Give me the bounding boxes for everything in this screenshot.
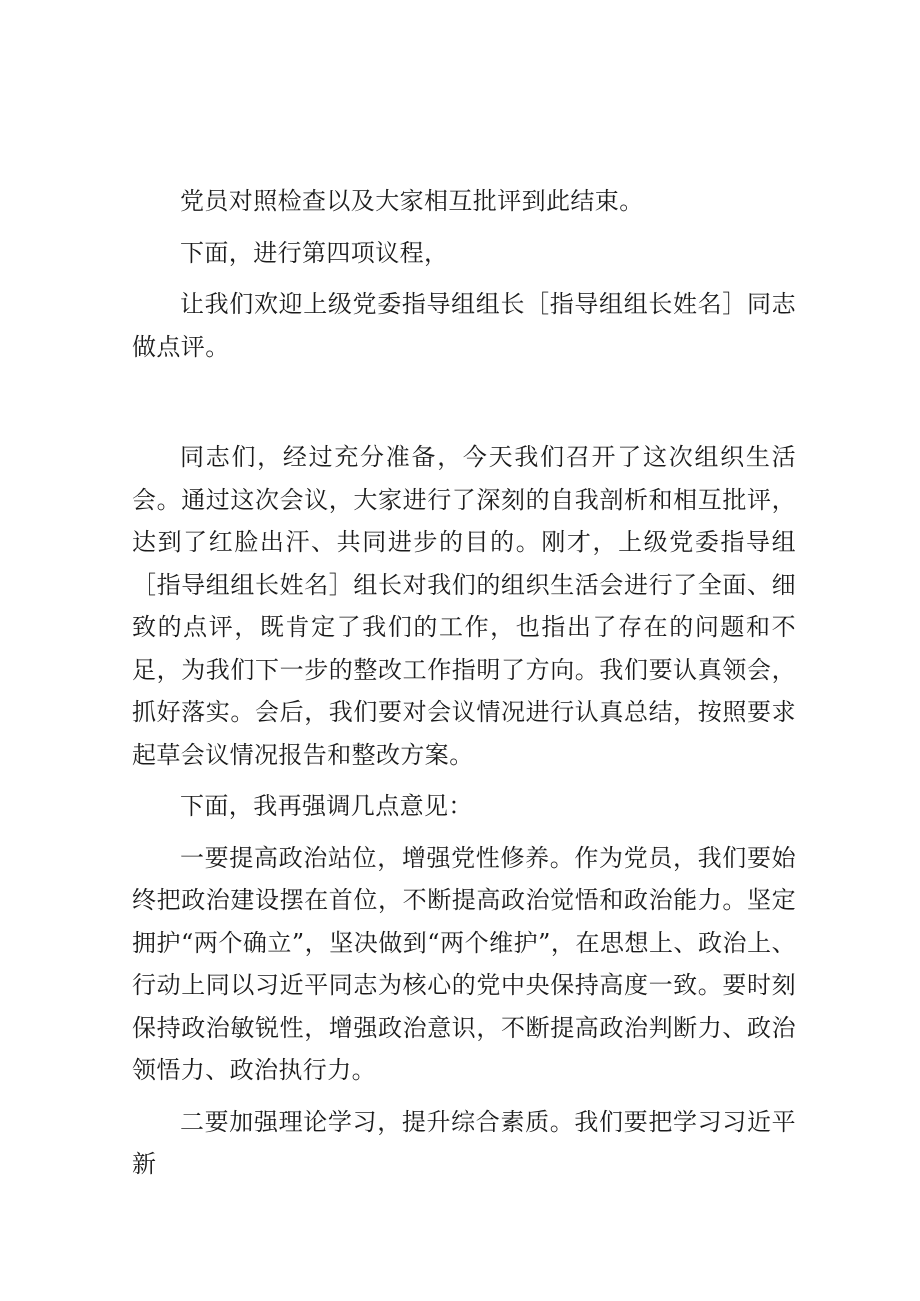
paragraph-point-two: 二要加强理论学习，提升综合素质。我们要把学习习近平新	[132, 1107, 796, 1178]
paragraph-fourth-agenda: 下面，进行第四项议程，	[180, 238, 449, 267]
paragraph-point-one: 一要提高政治站位，增强党性修养。作为党员，我们要始终把政治建设摆在首位，不断提高政治觉悟和政治能力。坚定拥护“两个确立”，坚决做到“两个维护”，在思想上、政治上、行动上同以习近平同志为核心的党中央保持高度一致。要时刻保持政治敏锐性，增强政治意识，不断提高政治判断力、政治领悟力、政治执行力。	[132, 843, 796, 1084]
paragraph-welcome-leader: 让我们欢迎上级党委指导组组长［指导组组长姓名］同志做点评。	[132, 290, 796, 361]
document-body	[132, 180, 796, 1186]
paragraph-meeting-summary: 同志们，经过充分准备，今天我们召开了这次组织生活会。通过这次会议，大家进行了深刻的自我剖析和相互批评，达到了红脸出汗、共同进步的目的。刚才，上级党委指导组［指导组组长姓名］组长对我们的组织生活会进行了全面、细致的点评，既肯定了我们的工作，也指出了存在的问题和不足，为我们下一步的整改工作指明了方向。我们要认真领会，抓好落实。会后，我们要对会议情况进行认真总结，按照要求起草会议情况报告和整改方案。	[132, 443, 796, 769]
paragraph-opinions-intro: 下面，我再强调几点意见：	[180, 792, 473, 820]
paragraph-closing-criticism: 党员对照检查以及大家相互批评到此结束。	[180, 187, 644, 215]
